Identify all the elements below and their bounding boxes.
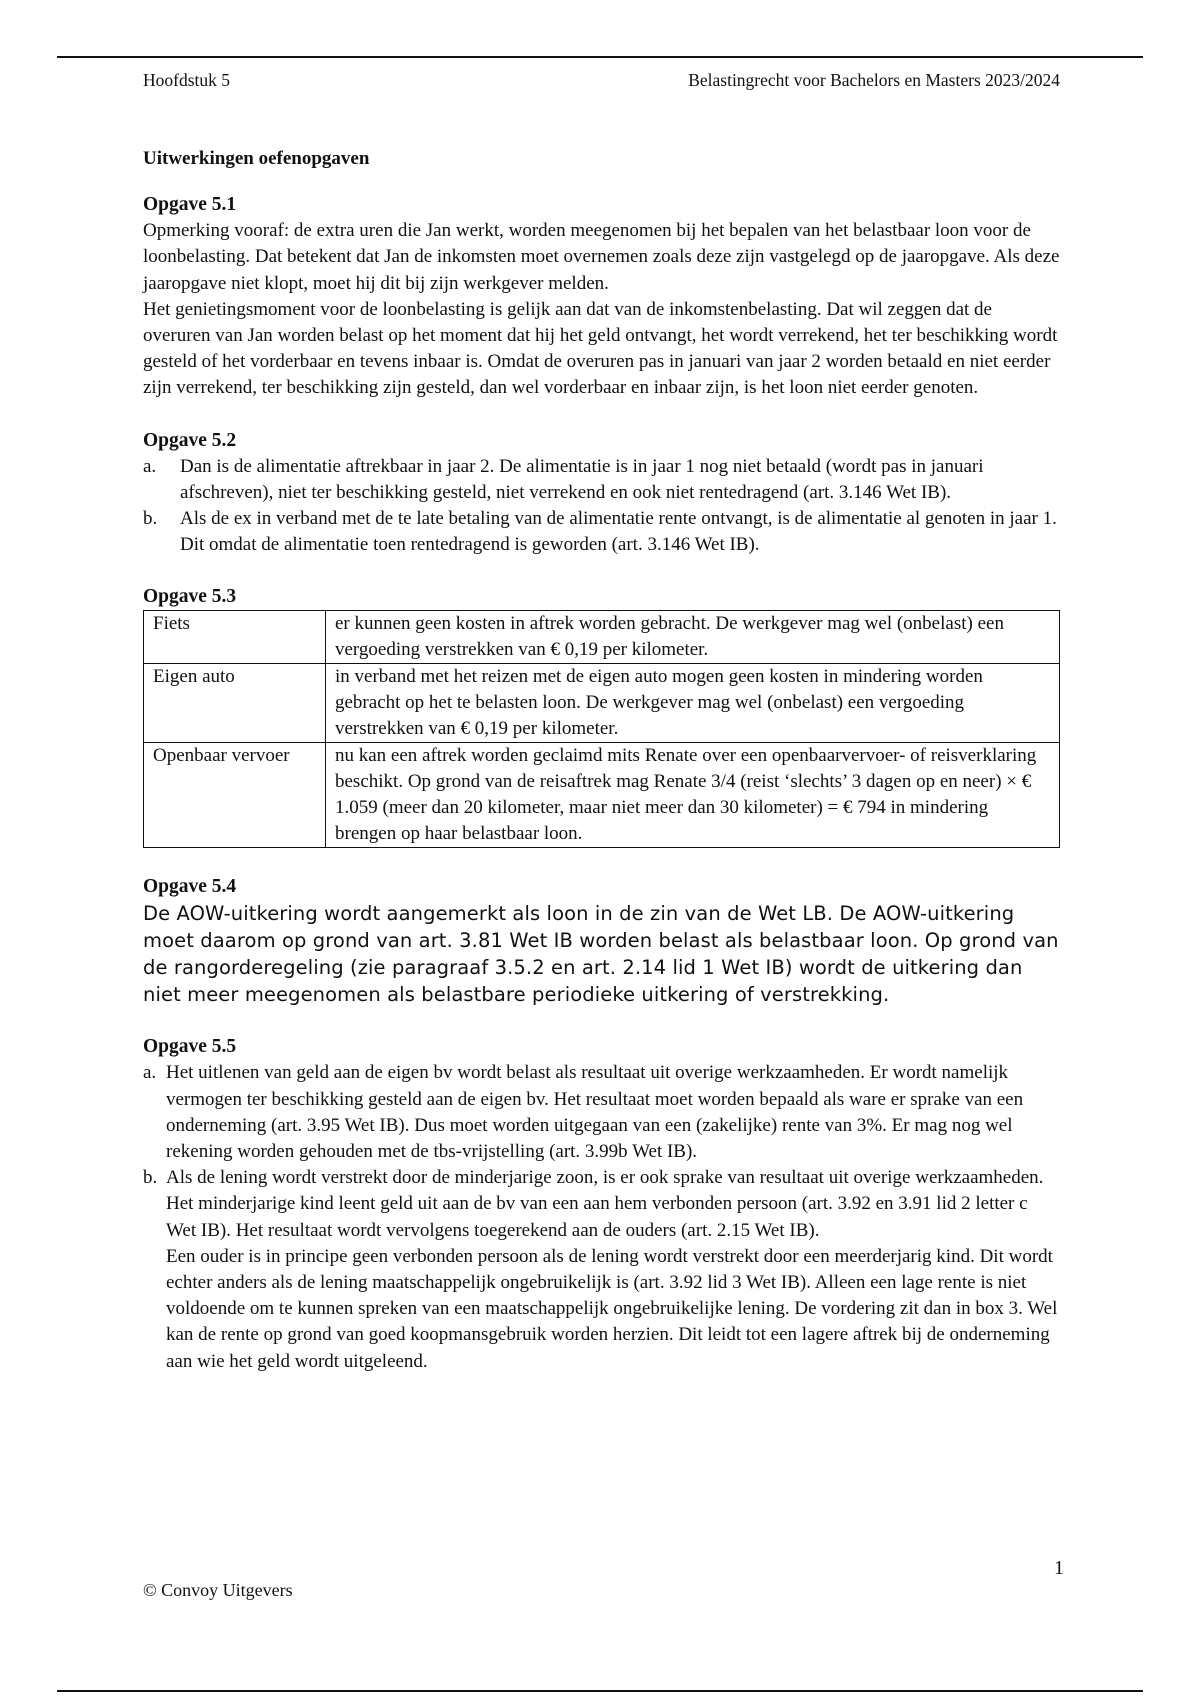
chapter-label: Hoofdstuk 5 — [143, 70, 231, 90]
opgave-5-5-heading: Opgave 5.5 — [143, 1036, 237, 1058]
book-title: Belastingrecht voor Bachelors en Masters 2023/2024 — [688, 70, 1060, 90]
opgave-5-2 — [143, 428, 1060, 559]
table-cell-text: er kunnen geen kosten in aftrek worden gebracht. De werkgever mag wel (onbelast) een vergoeding verstrekken van € 0,19 per kilometer. — [326, 611, 1060, 664]
travel-costs-table — [143, 610, 1060, 848]
opgave-5-5-list — [143, 1060, 1060, 1374]
list-item-text: Het uitlenen van geld aan de eigen bv wordt belast als resultaat uit overige werkzaamheden. Er wordt namelijk vermogen ter beschikking gesteld aan de eigen bv. Het resultaat moet worden bepaald als ware er sprake van een onderneming (art. 3.95 Wet IB). Dus moet worden uitgegaan van een (zakelijke) rente van 3%. Er mag nog wel rekening worden gehouden met de tbs-vrijstelling (art. 3.99b Wet IB). — [166, 1062, 1024, 1163]
list-item-text: Als de lening wordt verstrekt door de minderjarige zoon, is er ook sprake van resultaat uit overige werkzaamheden. Het minderjarige kind leent geld uit aan de bv van een aan hem verbonden persoon (art. 3.92 en 3.91 lid 2 letter c Wet IB). Het resultaat wordt vervolgens toegerekend aan de ouders (art. 2.15 Wet IB). — [166, 1167, 1044, 1241]
page-number: 1 — [1054, 1557, 1064, 1579]
list-marker: b. — [143, 1167, 158, 1189]
opgave-5-1-heading: Opgave 5.1 — [143, 194, 237, 216]
opgave-5-1 — [143, 192, 1060, 401]
list-marker: b. — [143, 508, 158, 530]
table-row — [144, 611, 1060, 664]
opgave-5-1-paragraph-2: Het genietingsmoment voor de loonbelasting is gelijk aan dat van de inkomstenbelasting. Dat wil zeggen dat de overuren van Jan worden belast op het moment dat hij het geld ontvangt, het wordt verrekend, het ter beschikking wordt gesteld of het vorderbaar en tevens inbaar is. Omdat de overuren pas in januari van jaar 2 worden betaald en niet eerder zijn verrekend, ter beschikking zijn gesteld, dan wel vorderbaar en inbaar zijn, is het loon niet eerder genoten. — [143, 298, 1058, 399]
list-item-text: Dan is de alimentatie aftrekbaar in jaar 2. De alimentatie is in jaar 1 nog niet betaald (wordt pas in januari afschreven), niet ter beschikking gesteld, niet verrekend en ook niet rentedragend (art. 3.146 Wet IB). — [180, 455, 984, 503]
header-rule — [57, 56, 1143, 58]
page-title: Uitwerkingen oefenopgaven — [143, 148, 370, 169]
opgave-5-1-paragraph-1: Opmerking vooraf: de extra uren die Jan werkt, worden meegenomen bij het bepalen van het belastbaar loon voor de loonbelasting. Dat betekent dat Jan de inkomsten moet overnemen zoals deze zijn vastgelegd op de jaaropgave. Als deze jaaropgave niet klopt, moet hij dit bij zijn werkgever melden. — [143, 220, 1060, 294]
list-marker: a. — [143, 455, 157, 477]
page-header — [143, 70, 1060, 94]
opgave-5-4-heading: Opgave 5.4 — [143, 876, 237, 898]
list-item-text-continued: Een ouder is in principe geen verbonden persoon als de lening wordt verstrekt door een meerderjarig kind. Dit wordt echter anders als de lening maatschappelijk ongebruikelijk is (art. 3.92 lid 3 Wet IB). Alleen een lage rente is niet voldoende om te kunnen spreken van een maatschappelijk ongebruikelijke lening. De vordering zit dan in box 3. Wel kan de rente op grond van goed koopmansgebruik worden herzien. Dit leidt tot een lagere aftrek bij de onderneming aan wie het geld wordt uitgeleend. — [166, 1245, 1058, 1372]
opgave-5-3-heading: Opgave 5.3 — [143, 586, 237, 608]
table-cell-label: Openbaar vervoer — [144, 743, 326, 848]
list-item — [143, 1060, 1060, 1165]
copyright-footer: © Convoy Uitgevers — [143, 1580, 293, 1600]
opgave-5-2-list — [143, 454, 1060, 559]
table-row — [144, 664, 1060, 743]
page-content — [143, 146, 1060, 1401]
footer-rule — [57, 1690, 1143, 1692]
opgave-5-2-heading: Opgave 5.2 — [143, 429, 237, 451]
opgave-5-5 — [143, 1034, 1060, 1374]
list-item — [143, 454, 1060, 506]
list-marker: a. — [143, 1062, 157, 1084]
table-row — [144, 743, 1060, 848]
opgave-5-4-text: De AOW-uitkering wordt aangemerkt als loon in de zin van de Wet LB. De AOW-uitkering moet daarom op grond van art. 3.81 Wet IB worden belast als belastbaar loon. Op grond van de rangorderegeling (zie paragraaf 3.5.2 en art. 2.14 lid 1 Wet IB) wordt de uitkering dan niet meer meegenomen als belastbare periodieke uitkering of verstrekking. — [143, 902, 1059, 1007]
opgave-5-4 — [143, 874, 1060, 1008]
list-item — [143, 506, 1060, 558]
table-cell-text: nu kan een aftrek worden geclaimd mits Renate over een openbaarvervoer- of reisverklaring beschikt. Op grond van de reisaftrek mag Renate 3/4 (reist ‘slechts’ 3 dagen op en neer) × € 1.059 (meer dan 20 kilometer, maar niet meer dan 30 kilometer) = € 794 in mindering brengen op haar belastbaar loon. — [326, 743, 1060, 848]
list-item-text: Als de ex in verband met de te late betaling van de alimentatie rente ontvangt, is de alimentatie al genoten in jaar 1. Dit omdat de alimentatie toen rentedragend is geworden (art. 3.146 Wet IB). — [180, 508, 1057, 556]
table-cell-text: in verband met het reizen met de eigen auto mogen geen kosten in mindering worden gebracht op het te belasten loon. De werkgever mag wel (onbelast) een vergoeding verstrekken van € 0,19 per kilometer. — [326, 664, 1060, 743]
list-item — [143, 1165, 1060, 1375]
table-cell-label: Fiets — [144, 611, 326, 664]
opgave-5-3 — [143, 584, 1060, 848]
table-cell-label: Eigen auto — [144, 664, 326, 743]
